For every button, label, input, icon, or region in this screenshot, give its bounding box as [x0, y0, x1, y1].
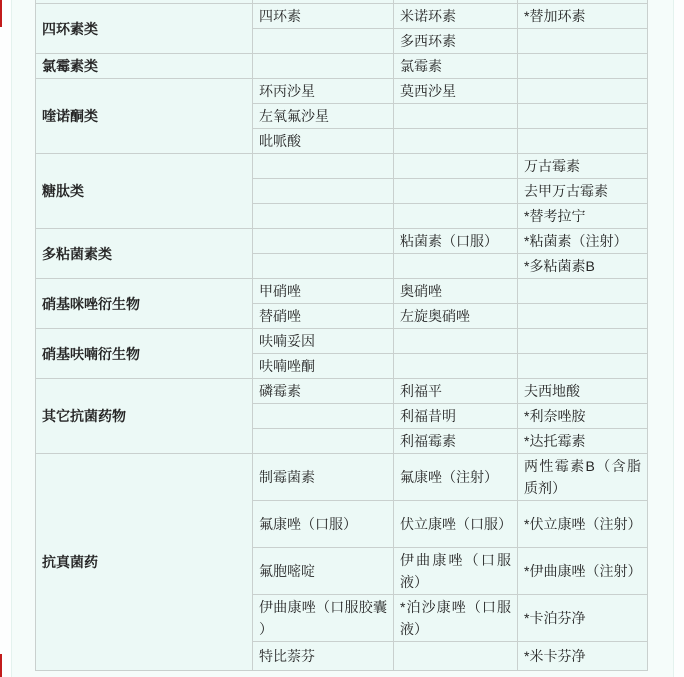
drug-cell: 多西环素 [394, 29, 518, 54]
drug-cell: 制霉菌素 [253, 454, 394, 501]
empty-cell [253, 29, 394, 54]
table-row [36, 379, 648, 404]
drug-cell: 氟康唑（注射） [394, 454, 518, 501]
drug-table-body [36, 0, 648, 671]
category-cell: 四环素类 [36, 4, 253, 54]
drug-cell: 环丙沙星 [253, 79, 394, 104]
drug-cell: 利福昔明 [394, 404, 518, 429]
table-row [36, 329, 648, 354]
drug-cell: 米诺环素 [394, 4, 518, 29]
drug-cell: *利奈唑胺 [518, 404, 648, 429]
drug-cell: 呋喃妥因 [253, 329, 394, 354]
empty-cell [253, 154, 394, 179]
drug-cell: 伊曲康唑（口服液） [394, 548, 518, 595]
drug-cell: 夫西地酸 [518, 379, 648, 404]
empty-cell [394, 329, 518, 354]
category-cell: 硝基呋喃衍生物 [36, 329, 253, 379]
empty-cell [518, 129, 648, 154]
drug-cell: 呋喃唑酮 [253, 354, 394, 379]
table-row [36, 79, 648, 104]
empty-cell [394, 129, 518, 154]
drug-cell: 两性霉素B（含脂质剂） [518, 454, 648, 501]
drug-cell: 替硝唑 [253, 304, 394, 329]
drug-cell: *替考拉宁 [518, 204, 648, 229]
drug-cell: 伏立康唑（口服） [394, 501, 518, 548]
drug-cell: *卡泊芬净 [518, 595, 648, 642]
drug-cell: *粘菌素（注射） [518, 229, 648, 254]
red-edge-mark-bottom [0, 654, 2, 677]
drug-cell: 磷霉素 [253, 379, 394, 404]
drug-cell: *米卡芬净 [518, 642, 648, 671]
empty-cell [518, 79, 648, 104]
empty-cell [518, 279, 648, 304]
empty-cell [253, 429, 394, 454]
empty-cell [518, 304, 648, 329]
empty-cell [253, 179, 394, 204]
empty-cell [518, 54, 648, 79]
category-cell: 其它抗菌药物 [36, 379, 253, 454]
drug-cell: *替加环素 [518, 4, 648, 29]
drug-cell: 奥硝唑 [394, 279, 518, 304]
drug-cell: 万古霉素 [518, 154, 648, 179]
drug-cell: *伊曲康唑（注射） [518, 548, 648, 595]
empty-cell [518, 329, 648, 354]
empty-cell [518, 104, 648, 129]
empty-cell [394, 354, 518, 379]
table-row [36, 454, 648, 501]
empty-cell [253, 404, 394, 429]
drug-cell: 左旋奥硝唑 [394, 304, 518, 329]
drug-cell: 利福霉素 [394, 429, 518, 454]
empty-cell [394, 642, 518, 671]
drug-table [35, 0, 648, 671]
drug-cell: 特比萘芬 [253, 642, 394, 671]
category-cell: 硝基咪唑衍生物 [36, 279, 253, 329]
category-cell: 多粘菌素类 [36, 229, 253, 279]
drug-cell: 左氧氟沙星 [253, 104, 394, 129]
empty-cell [394, 254, 518, 279]
category-cell: 抗真菌药 [36, 454, 253, 671]
drug-cell: 莫西沙星 [394, 79, 518, 104]
drug-cell: 氟康唑（口服） [253, 501, 394, 548]
category-cell: 氯霉素类 [36, 54, 253, 79]
drug-cell: 去甲万古霉素 [518, 179, 648, 204]
drug-cell: *多粘菌素B [518, 254, 648, 279]
drug-cell: 甲硝唑 [253, 279, 394, 304]
drug-cell: 氟胞嘧啶 [253, 548, 394, 595]
table-row [36, 54, 648, 79]
category-cell: 喹诺酮类 [36, 79, 253, 154]
table-row [36, 229, 648, 254]
empty-cell [518, 354, 648, 379]
empty-cell [394, 179, 518, 204]
empty-cell [394, 154, 518, 179]
drug-cell: *达托霉素 [518, 429, 648, 454]
empty-cell [394, 104, 518, 129]
empty-cell [253, 204, 394, 229]
drug-cell: 吡哌酸 [253, 129, 394, 154]
drug-cell: 伊曲康唑（口服胶囊） [253, 595, 394, 642]
empty-cell [253, 254, 394, 279]
category-cell: 糖肽类 [36, 154, 253, 229]
table-row [36, 4, 648, 29]
table-row [36, 279, 648, 304]
empty-cell [253, 54, 394, 79]
drug-cell: *泊沙康唑（口服液） [394, 595, 518, 642]
empty-cell [518, 29, 648, 54]
table-row [36, 154, 648, 179]
drug-cell: 四环素 [253, 4, 394, 29]
drug-cell: 利福平 [394, 379, 518, 404]
drug-cell: 粘菌素（口服） [394, 229, 518, 254]
empty-cell [253, 229, 394, 254]
red-edge-mark-top [0, 0, 2, 27]
drug-cell: *伏立康唑（注射） [518, 501, 648, 548]
drug-cell: 氯霉素 [394, 54, 518, 79]
empty-cell [394, 204, 518, 229]
